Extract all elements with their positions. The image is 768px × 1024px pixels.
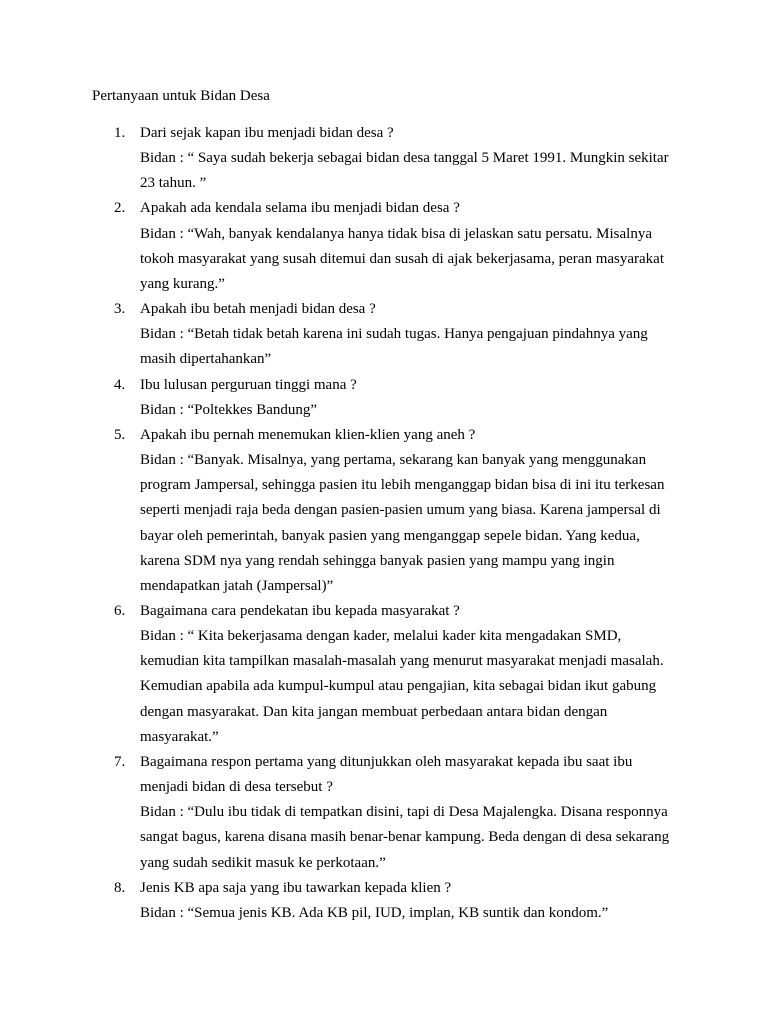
question-text: Bagaimana respon pertama yang ditunjukkan oleh masyarakat kepada ibu saat ibu menjadi bidan di desa tersebut ? bbox=[140, 753, 633, 796]
list-item bbox=[0, 599, 680, 750]
list-item bbox=[0, 196, 680, 297]
question-text: Ibu lulusan perguruan tinggi mana ? bbox=[140, 376, 357, 393]
question-text: Bagaimana cara pendekatan ibu kepada masyarakat ? bbox=[140, 602, 460, 619]
list-item bbox=[0, 423, 680, 599]
answer-text: Bidan : “Banyak. Misalnya, yang pertama, sekarang kan banyak yang menggunakan program Jampersal, sehingga pasien itu lebih menganggap bidan bisa di ini itu terkesan seperti menjadi raja beda dengan pasien-pasien umum yang biasa. Karena jampersal di bayar oleh pemerintah, banyak pasien yang menganggap sepele bidan. Yang kedua, karena SDM nya yang rendah sehingga banyak pasien yang mampu yang ingin mendapatkan jatah (Jampersal)” bbox=[140, 452, 665, 594]
document-title: Pertanyaan untuk Bidan Desa bbox=[92, 88, 270, 104]
item-number: 5. bbox=[114, 426, 126, 443]
question-text: Apakah ibu pernah menemukan klien-klien yang aneh ? bbox=[140, 426, 476, 443]
list-item bbox=[0, 750, 680, 876]
question-text: Apakah ada kendala selama ibu menjadi bidan desa ? bbox=[140, 200, 460, 217]
question-list bbox=[0, 121, 768, 926]
list-item bbox=[0, 297, 680, 372]
item-number: 1. bbox=[114, 125, 126, 141]
answer-text: Bidan : “ Kita bekerjasama dengan kader, melalui kader kita mengadakan SMD, kemudian kita tampilkan masalah-masalah yang menurut masyarakat menjadi masalah. Kemudian apabila ada kumpul-kumpul atau pengajian, kita sebagai bidan ikut gabung dengan masyarakat. Dan kita jangan membuat perbedaan antara bidan dengan masyarakat.” bbox=[140, 628, 664, 745]
item-number: 4. bbox=[114, 376, 126, 393]
item-number: 2. bbox=[114, 200, 126, 217]
list-item bbox=[0, 121, 680, 196]
question-text: Jenis KB apa saja yang ibu tawarkan kepada klien ? bbox=[140, 879, 452, 896]
list-item bbox=[0, 876, 680, 926]
answer-text: Bidan : “ Saya sudah bekerja sebagai bidan desa tanggal 5 Maret 1991. Mungkin sekitar 23 tahun. ” bbox=[140, 150, 669, 192]
answer-text: Bidan : “Semua jenis KB. Ada KB pil, IUD, implan, KB suntik dan kondom.” bbox=[140, 904, 609, 921]
list-item bbox=[0, 373, 680, 423]
answer-text: Bidan : “Poltekkes Bandung” bbox=[140, 401, 318, 418]
answer-text: Bidan : “Dulu ibu tidak di tempatkan disini, tapi di Desa Majalengka. Disana responnya sangat bagus, karena disana masih benar-benar kampung. Beda dengan di desa sekarang yang sudah sedikit masuk ke perkotaan.” bbox=[140, 804, 670, 871]
item-number: 3. bbox=[114, 301, 126, 318]
item-number: 8. bbox=[114, 879, 126, 896]
question-text: Dari sejak kapan ibu menjadi bidan desa ? bbox=[140, 125, 394, 141]
question-text: Apakah ibu betah menjadi bidan desa ? bbox=[140, 301, 376, 318]
item-number: 7. bbox=[114, 753, 126, 770]
answer-text: Bidan : “Wah, banyak kendalanya hanya tidak bisa di jelaskan satu persatu. Misalnya tokoh masyarakat yang susah ditemui dan susah di ajak bekerjasama, peran masyarakat yang kurang.” bbox=[140, 225, 664, 292]
item-number: 6. bbox=[114, 602, 126, 619]
answer-text: Bidan : “Betah tidak betah karena ini sudah tugas. Hanya pengajuan pindahnya yang masih dipertahankan” bbox=[140, 326, 648, 368]
